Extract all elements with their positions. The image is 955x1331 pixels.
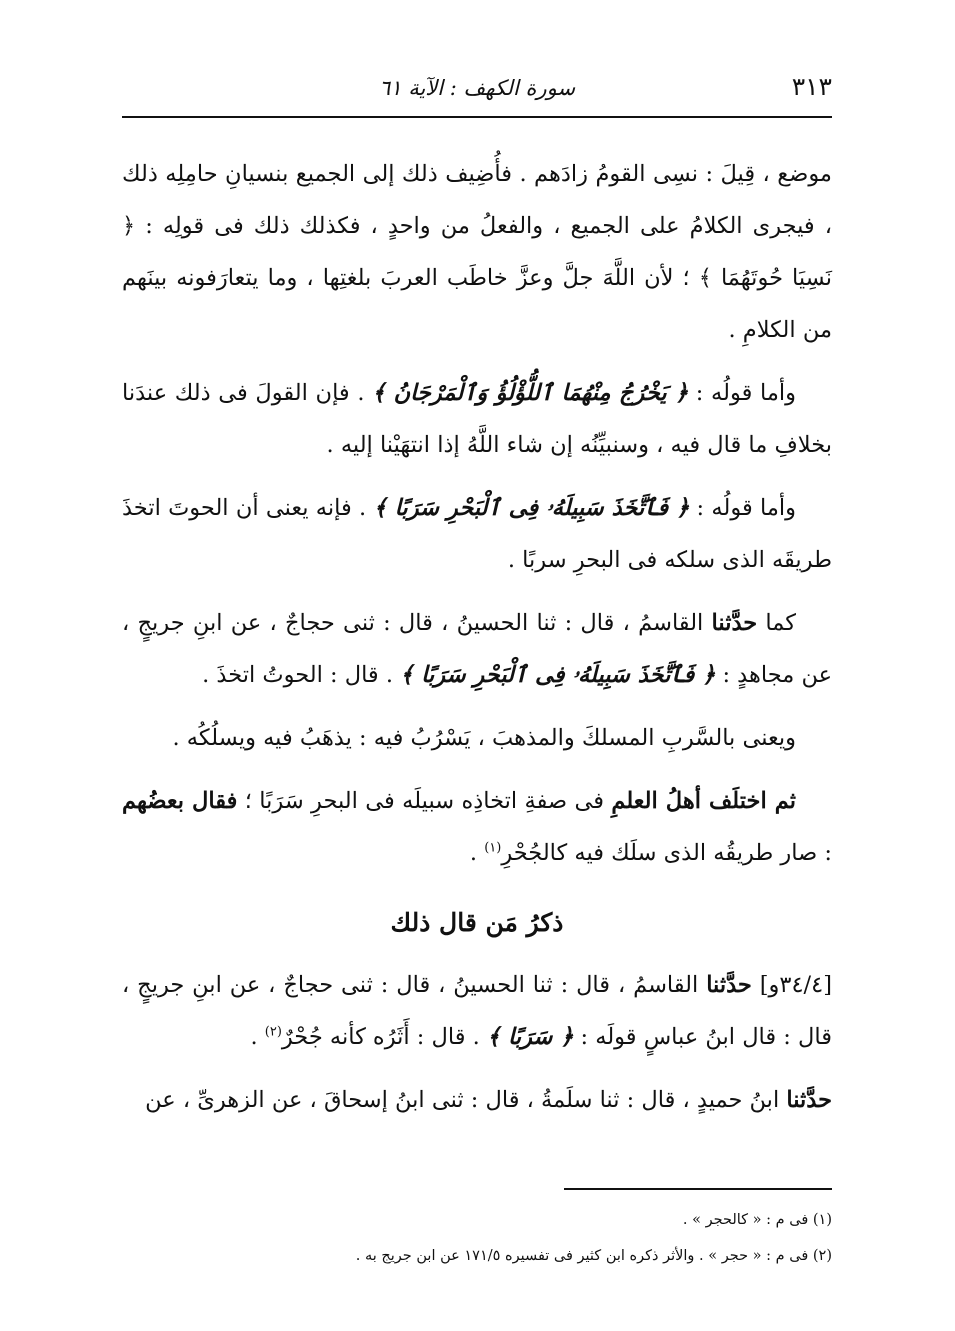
page-number: ٣١٣ <box>791 72 832 101</box>
paragraph-7-end: . <box>250 1024 265 1050</box>
hadith-transmission-word: حدَّثنا <box>706 972 752 998</box>
paragraph-6-tail: : صار طريقُه الذى سلَك فيه كالجُحْرِ <box>501 840 832 866</box>
paragraph-6 <box>122 775 832 879</box>
paragraph-3 <box>122 482 832 586</box>
paragraph-7-tail: . قال : أَثَرُه كأنه جُحْرٌ <box>281 1024 487 1050</box>
quran-quote: ﴿ يَخْرُجُ مِنْهُمَا ٱللُّؤْلُؤُ وَٱلْمَرْجَانُ ﴾ <box>372 380 689 406</box>
paragraph-4-chain: القاسمُ ، قال : ثنا الحسينُ ، قال : ثنى حجاجٌ ، عن ابنِ جريجٍ ، عن مجاهدٍ : <box>122 610 832 688</box>
section-heading: ذكرُ مَن قال ذلك <box>390 908 564 937</box>
hadith-transmission-word: حدَّثنا <box>711 610 758 636</box>
paragraph-5: ويعنى بالسَّربِ المسلكَ والمذهبَ ، يَسْرُبُ فيه : يذهَبُ فيه ويسلُكُه . <box>172 725 796 751</box>
quran-quote: ﴿ فَٱتَّخَذَ سَبِيلَهُۥ فِى ٱلْبَحْرِ سَرَبًا ﴾ <box>373 495 690 521</box>
hadith-transmission-word: حدَّثنا <box>786 1087 832 1113</box>
footnotes-section <box>122 1188 832 1268</box>
book-page <box>122 60 832 1300</box>
running-header <box>122 60 832 118</box>
paragraph-4-tail: . قال : الحوتُ اتخذَ . <box>202 662 401 688</box>
paragraph-7 <box>122 959 832 1063</box>
quran-quote: ﴿ فَٱتَّخَذَ سَبِيلَهُۥ فِى ٱلْبَحْرِ سَرَبًا ﴾ <box>400 662 716 688</box>
paragraph-3-lead: وأما قولُه : <box>689 495 796 521</box>
paragraph-4 <box>122 597 832 701</box>
paragraph-7-chain: القاسمُ ، قال : ثنا الحسينُ ، قال : ثنى حجاجٌ ، عن ابنِ جريجٍ ، قال : قال ابنُ عباسٍ قولَه : <box>122 972 832 1050</box>
paragraph-1: موضع ، قِيلَ : نسِى القومُ زادَهم . فأُضِيف ذلك إلى الجميع بنسيانِ حامِلِه ذلك ، فيجرى الكلامُ على الجميع ، والفعلُ من واحدٍ ، فكذلك ذلك فى قولِه : ﴿ نَسِيَا حُوتَهُمَا ﴾ ؛ لأن اللَّهَ جلَّ وعزَّ خاطَب العربَ بلغتِها ، وما يتعارَفونه بينَهم من الكلامِ . <box>122 161 832 343</box>
paragraph-3-tail: . فإنه يعنى أن الحوتَ اتخذَ طريقَه الذى سلكه فى البحرِ سربًا . <box>122 495 832 573</box>
surah-verse-title: سورة الكهف : الآية ٦١ <box>378 76 576 100</box>
footnote-1: (١) فى م : « كالحجر » . <box>682 1212 832 1228</box>
quran-quote: ﴿ سَرَبًا ﴾ <box>486 1024 574 1050</box>
paragraph-2 <box>122 367 832 471</box>
paragraph-8 <box>122 1074 832 1126</box>
main-text <box>122 148 832 1126</box>
paragraph-2-lead: وأما قولُه : <box>688 380 797 406</box>
paragraph-6-bold-lead: ثم اختلَف أهلُ العلمِ <box>611 788 796 814</box>
paragraph-6-end: . <box>469 840 485 866</box>
paragraph-6-mid: فى صفةِ اتخاذِه سبيلَه فى البحرِ سَرَبًا ؛ <box>237 788 612 814</box>
manuscript-folio-marker: [٣٤/٤و] <box>751 972 832 998</box>
paragraph-8-chain: ابنُ حميدٍ ، قال : ثنا سلَمةُ ، قال : ثنى ابنُ إسحاقَ ، عن الزهرىِّ ، عن <box>145 1087 787 1113</box>
footnote-2: (٢) فى م : « حجر » . والأثر ذكره ابن كثير فى تفسيره ١٧١/٥ عن ابن جريج به . <box>355 1248 832 1264</box>
paragraph-2-tail: . فإن القولَ فى ذلك عندَنا بخلافِ ما قال فيه ، وسنبيِّنُه إن شاء اللَّهُ إذا انتهَيْنا إليه . <box>122 380 832 458</box>
paragraph-6-bold-phrase: فقال بعضُهم <box>122 788 238 814</box>
footnote-reference-1: (١) <box>484 840 502 856</box>
footnote-separator <box>564 1188 832 1190</box>
footnote-reference-2: (٢) <box>264 1024 282 1040</box>
paragraph-4-lead: كما <box>757 610 796 636</box>
